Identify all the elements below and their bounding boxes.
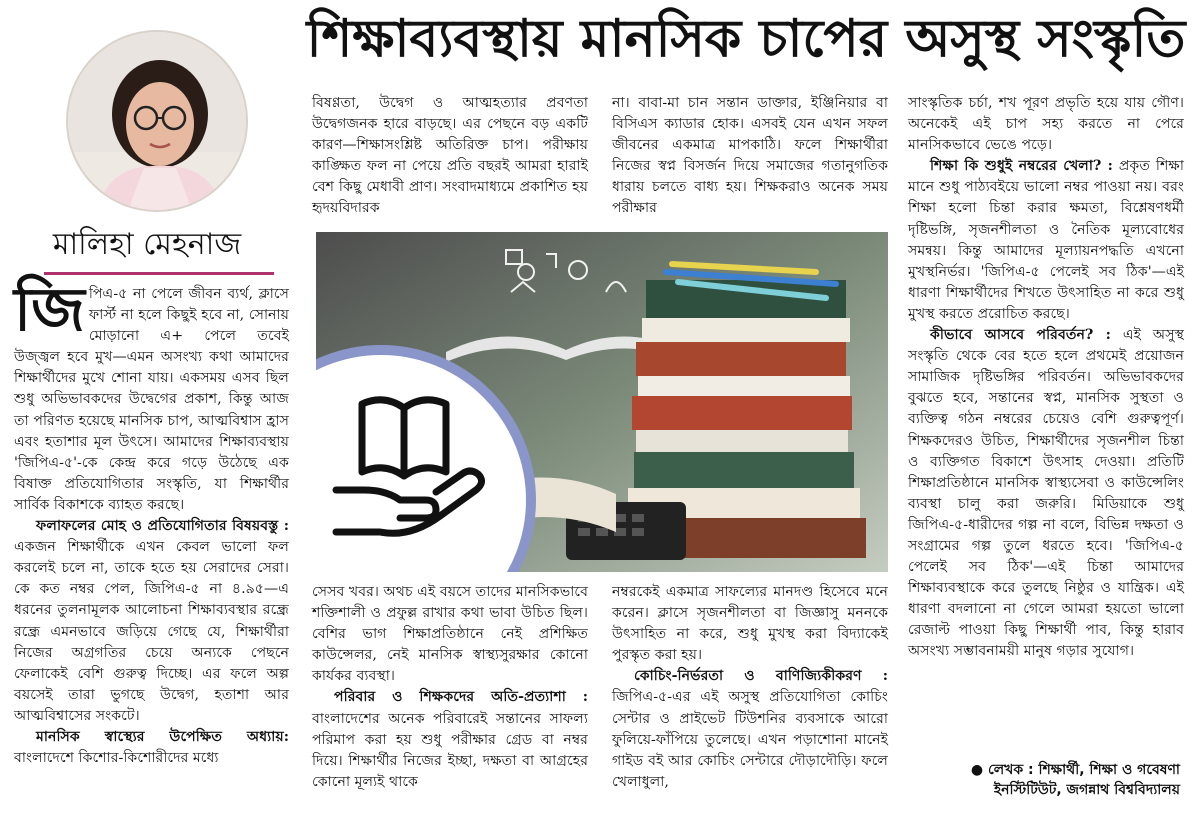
author-photo [68, 32, 246, 210]
column-2-top [312, 93, 588, 220]
paragraph: এই অসুস্থ সংস্কৃতি থেকে বের হতে হলে প্রথমেই প্রয়োজন সামাজিক দৃষ্টিভঙ্গির পরিবর্তন। অভিভাবকদের বুঝতে হবে, সন্তানের স্বপ্ন, মানসিক সুস্থতা ও ব্যক্তিত্ব গঠন নম্বরের চেয়েও বেশি গুরুত্বপূর্ণ। শিক্ষকদেরও উচিত, শিক্ষার্থীদের সৃজনশীল চিন্তা ও ব্যক্তিগত বিকাশে উৎসাহ দেওয়া। প্রতিটি শিক্ষাপ্রতিষ্ঠানে মানসিক স্বাস্থ্যসেবা ও কাউন্সেলিং ব্যবস্থা চালু করা জরুরি। মিডিয়াকে শুধু জিপিএ-৫-ধারীদের গল্প না বলে, বিভিন্ন দক্ষতা ও সংগ্রামের গল্প তুলে ধরতে হবে। 'জিপিএ-৫ পেলেই সব ঠিক'—এই চিন্তা আমাদের শিক্ষাব্যবস্থাকে করে তুলছে নিষ্ঠুর ও যান্ত্রিক। এই ধারণা বদলানো না গেলে আমরা হয়তো ভালো রেজাল্ট পাওয়া কিছু শিক্ষার্থী পাব, কিন্তু হারাব অসংখ্য সম্ভাবনাময়ী মানুষ গড়ার সুযোগ। [908, 327, 1184, 660]
credit-line: ● লেখক : শিক্ষার্থী, শিক্ষা ও গবেষণা [970, 762, 1180, 778]
subheading: কীভাবে আসবে পরিবর্তন? : [930, 327, 1111, 344]
paragraph: সাংস্কৃতিক চর্চা, শখ পূরণ প্রভৃতি হয়ে যায় গৌণ। অনেকেই এই চাপ সহ্য করতে না পেরে মানসিকভাবে ভেঙে পড়ে। [908, 95, 1184, 154]
subheading: মানসিক স্বাস্থ্যের উপেক্ষিত অধ্যায়: [36, 728, 289, 745]
paragraph: পিএ-৫ না পেলে জীবন ব্যর্থ, ক্লাসে ফার্স্ট না হলে কিছুই হবে না, সোনায় মোড়ানো এ+ পেলে তবেই উজ্জ্বল হবে মুখ—এমন অসংখ্য কথা আমাদের শিক্ষার্থীদের মুখে শোনা যায়। একসময় এসব ছিল শুধু অভিভাবকদের উদ্বেগের প্রকাশ, কিন্তু আজ তা পরিণত হয়েছে মানসিক চাপ, আত্মবিশ্বাস হ্রাস এবং হতাশার মূল উৎসে। আমাদের শিক্ষাব্যবস্থায় 'জিপিএ-৫'-কে কেন্দ্র করে গড়ে উঠেছে এক বিষাক্ত প্রতিযোগিতার সংস্কৃতি, যা শিক্ষার্থীর সার্বিক বিকাশকে ব্যাহত করছে। [14, 286, 289, 513]
paragraph: সেসব খবর। অথচ এই বয়সে তাদের মানসিকভাবে শক্তিশালী ও প্রফুল্ল রাখার কথা ভাবা উচিত ছিল। বেশির ভাগ শিক্ষাপ্রতিষ্ঠানে নেই প্রশিক্ষিত কাউন্সেলর, নেই মানসিক স্বাস্থ্যসুরক্ষার কোনো কার্যকর ব্যবস্থা। [312, 584, 588, 685]
paragraph: না। বাবা-মা চান সন্তান ডাক্তার, ইঞ্জিনিয়ার বা বিসিএস ক্যাডার হোক। এসবই যেন এখন সফল জীবনের একমাত্র মাপকাঠি। ফলে শিক্ষার্থীরা নিজের স্বপ্ন বিসর্জন দিয়ে সমাজের গতানুগতিক ধারায় চলতে বাধ্য হয়। শিক্ষকরাও অনেক সময় পরীক্ষার [612, 95, 888, 217]
subheading: শিক্ষা কি শুধুই নম্বরের খেলা? : [930, 158, 1113, 175]
paragraph: প্রকৃত শিক্ষা মানে শুধু পাঠ্যবইয়ে ভালো নম্বর পাওয়া নয়। বরং শিক্ষা হলো চিন্তা করার ক্ষমতা, বিশ্লেষণধর্মী দৃষ্টিভঙ্গি, সৃজনশীলতা ও নৈতিক মূল্যবোধের সমন্বয়। কিন্তু আমাদের মূল্যায়নপদ্ধতি এখনো মুখস্থনির্ভর। 'জিপিএ-৫ পেলেই সব ঠিক'—এই ধারণা শিক্ষার্থীদের শিখতে উৎসাহিত না করে শুধু মুখস্থ করতে প্ররোচিত করছে। [908, 158, 1184, 322]
subheading: পরিবার ও শিক্ষকদের অতি-প্রত্যাশা : [334, 689, 588, 706]
author-name: মালিহা মেহনাজ [52, 227, 242, 262]
column-3-top [612, 93, 888, 220]
paragraph: জিপিএ-৫-এর এই অসুস্থ প্রতিযোগিতা কোচিং সেন্টার ও প্রাইভেট টিউশনির ব্যবসাকে আরো ফুলিয়ে-ফাঁপিয়ে তুলেছে। এখন পড়াশোনা মানেই গাইড বই আর কোচিং সেন্টারে দৌড়াদৌড়ি। ফলে খেলাধুলা, [612, 689, 888, 790]
column-2-bottom [312, 582, 588, 793]
drop-cap: জি [14, 275, 85, 345]
column-1 [14, 275, 289, 769]
credit-line: ইনস্টিটিউট, জগন্নাথ বিশ্ববিদ্যালয় [993, 782, 1180, 798]
subheading: ফলাফলের মোহ ও প্রতিযোগিতার বিষয়বস্তু : [36, 518, 289, 535]
author-credit [920, 760, 1180, 800]
paragraph: বিষণ্ণতা, উদ্বেগ ও আত্মহত্যার প্রবণতা উদ্বেগজনক হারে বাড়ছে। এর পেছনে বড় একটি কারণ—শিক্ষাসংশ্লিষ্ট অতিরিক্ত চাপ। পরীক্ষায় কাঙ্ক্ষিত ফল না পেয়ে প্রতি বছরই আমরা হারাই বেশ কিছু মেধাবী প্রাণ। সংবাদমাধ্যমে প্রকাশিত হয় হৃদয়বিদারক [312, 95, 588, 217]
article-photo [316, 232, 888, 572]
column-4 [908, 93, 1184, 663]
paragraph: নম্বরকেই একমাত্র সাফল্যের মানদণ্ড হিসেবে মনে করেন। ক্লাসে সৃজনশীলতা বা জিজ্ঞাসু মননকে উৎসাহিত না করে, শুধু মুখস্থ করা বিদ্যাকেই পুরস্কৃত করা হয়। [612, 584, 888, 664]
paragraph: বাংলাদেশের অনেক পরিবারেই সন্তানের সাফল্য পরিমাপ করা হয় শুধু পরীক্ষার গ্রেড বা নম্বর দিয়ে। শিক্ষার্থীর নিজের ইচ্ছা, দক্ষতা বা আগ্রহের কোনো মূল্যই থাকে [312, 710, 588, 790]
subheading: কোচিং-নির্ভরতা ও বাণিজ্যিকীকরণ : [634, 668, 888, 685]
column-3-bottom [612, 582, 888, 793]
paragraph: বাংলাদেশে কিশোর-কিশোরীদের মধ্যে [14, 750, 219, 767]
headline: শিক্ষাব্যবস্থায় মানসিক চাপের অসুস্থ সংস্কৃতি [306, 9, 1186, 69]
paragraph: একজন শিক্ষার্থীকে এখন কেবল ভালো ফল করলেই চলে না, তাকে হতে হয় সেরাদের সেরা। কে কত নম্বর পেল, জিপিএ-৫ না ৪.৯৫—এ ধরনের তুলনামূলক আলোচনা শিক্ষাব্যবস্থার রন্ধ্রে রন্ধ্রে এমনভাবে জড়িয়ে গেছে যে, শিক্ষার্থীরা নিজের অগ্রগতির চেয়ে অন্যকে পেছনে ফেলাকেই বেশি গুরুত্ব দিচ্ছে। এর ফলে অল্প বয়সেই তারা ভুগছে উদ্বেগ, হতাশা আর আত্মবিশ্বাসের সংকটে। [14, 539, 289, 724]
